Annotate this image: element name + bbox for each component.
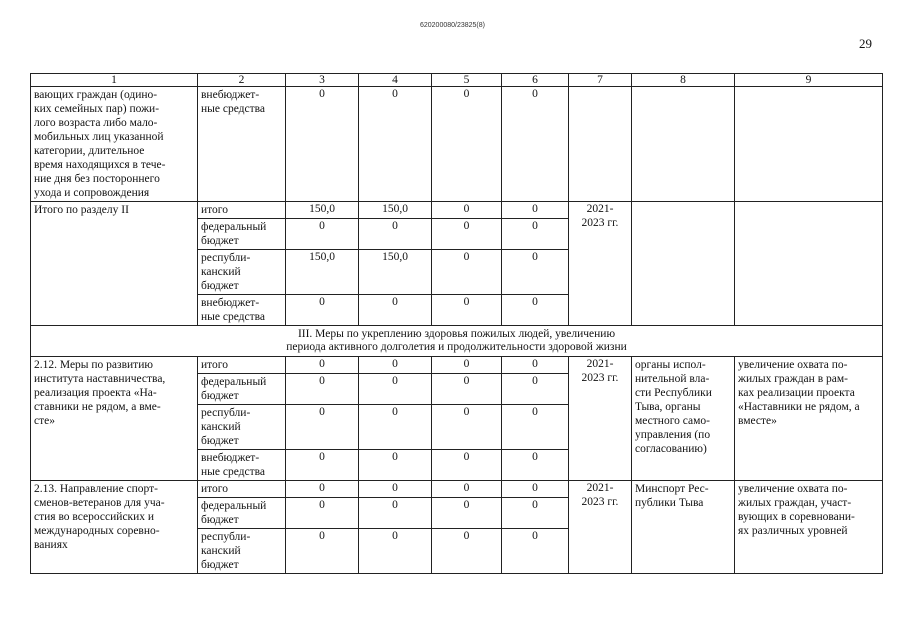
value-cell: 0 (286, 481, 359, 498)
text-line: 2021- (586, 358, 614, 370)
value-cell: 0 (286, 87, 359, 202)
text-line: ваниях (34, 539, 68, 551)
text-line: внебюджет- (201, 89, 260, 101)
text-line: III. Меры по укреплению здоровья пожилых людей, увеличению (297, 328, 616, 340)
measure-row (31, 357, 883, 374)
text-line: федеральный (201, 221, 267, 233)
funding-source-cell (198, 450, 286, 481)
value-cell: 0 (286, 219, 359, 250)
value-cell: 0 (286, 450, 359, 481)
col-header-1: 1 (31, 74, 198, 87)
text-line: международных соревно- (34, 525, 160, 537)
value-cell: 0 (359, 498, 432, 529)
value-cell: 0 (359, 295, 432, 326)
text-line: 2.13. Направление спорт- (34, 483, 159, 495)
value-cell: 0 (432, 481, 502, 498)
value-cell: 0 (432, 450, 502, 481)
funding-source-cell (198, 405, 286, 450)
section-heading (31, 326, 883, 357)
text-line: 2023 гг. (581, 372, 619, 384)
text-line: время находящихся в тече- (34, 159, 166, 171)
value-cell: 0 (502, 374, 569, 405)
text-line: вместе» (738, 415, 777, 427)
section-total-label: Итого по разделу II (31, 202, 198, 326)
section-heading-row (31, 326, 883, 357)
text-line: вающих граждан (одино- (34, 89, 158, 101)
text-line: ках реализации проекта (738, 387, 855, 399)
text-line: республи- (201, 531, 251, 543)
value-cell: 0 (359, 450, 432, 481)
value-cell: 0 (359, 357, 432, 374)
result-cell (735, 357, 883, 481)
value-cell: 0 (359, 87, 432, 202)
value-cell: 0 (502, 405, 569, 450)
result-cell (735, 202, 883, 326)
measure-name-cell (31, 87, 198, 202)
value-cell: 0 (286, 405, 359, 450)
text-line: канский (201, 421, 241, 433)
value-cell: 0 (286, 295, 359, 326)
executor-cell (632, 481, 735, 574)
value-cell: 0 (286, 498, 359, 529)
value-cell: 0 (502, 202, 569, 219)
value-cell: 0 (502, 529, 569, 574)
text-line: федеральный (201, 376, 267, 388)
text-line: сти Республики (635, 387, 712, 399)
value-cell: 0 (502, 87, 569, 202)
value-cell: 0 (432, 202, 502, 219)
funding-source-cell (198, 250, 286, 295)
text-line: канский (201, 266, 241, 278)
period-cell (569, 481, 632, 574)
value-cell: 0 (359, 219, 432, 250)
col-header-4: 4 (359, 74, 432, 87)
funding-source-cell (198, 481, 286, 498)
text-line: реализация проекта «На- (34, 387, 157, 399)
value-cell: 0 (359, 529, 432, 574)
text-line: итого (201, 483, 228, 495)
text-line: федеральный (201, 500, 267, 512)
col-header-5: 5 (432, 74, 502, 87)
text-line: увеличение охвата по- (738, 483, 848, 495)
text-line: 2021- (586, 203, 614, 215)
text-line: органы испол- (635, 359, 706, 371)
measure-name-cell (31, 481, 198, 574)
continuation-row (31, 87, 883, 202)
measure-name-cell (31, 357, 198, 481)
col-header-8: 8 (632, 74, 735, 87)
text-line: 2023 гг. (581, 496, 619, 508)
text-line: стия во всероссийских и (34, 511, 155, 523)
text-line: итого (201, 359, 228, 371)
text-line: внебюджет- (201, 452, 260, 464)
value-cell: 150,0 (286, 202, 359, 219)
funding-source-cell (198, 529, 286, 574)
text-line: сте» (34, 415, 55, 427)
value-cell: 0 (502, 219, 569, 250)
text-line: увеличение охвата по- (738, 359, 848, 371)
value-cell: 0 (359, 405, 432, 450)
value-cell: 0 (502, 250, 569, 295)
text-line: бюджет (201, 514, 239, 526)
text-line: Минспорт Рес- (635, 483, 709, 495)
text-line: ях различных уровней (738, 525, 848, 537)
funding-source-cell (198, 498, 286, 529)
value-cell: 150,0 (286, 250, 359, 295)
text-line: вующих в соревновани- (738, 511, 855, 523)
col-header-7: 7 (569, 74, 632, 87)
section-total-row (31, 202, 883, 219)
value-cell: 150,0 (359, 202, 432, 219)
value-cell: 0 (286, 374, 359, 405)
text-line: сменов-ветеранов для уча- (34, 497, 165, 509)
value-cell: 0 (359, 374, 432, 405)
col-header-2: 2 (198, 74, 286, 87)
value-cell: 0 (286, 357, 359, 374)
text-line: ные средства (201, 466, 266, 478)
value-cell: 0 (432, 357, 502, 374)
text-line: бюджет (201, 390, 239, 402)
executor-cell (632, 357, 735, 481)
executor-cell (632, 87, 735, 202)
text-line: жилых граждан в рам- (738, 373, 848, 385)
text-line: управления (по (635, 429, 711, 441)
text-line: ких семейных пар) пожи- (34, 103, 160, 115)
text-line: внебюджет- (201, 297, 260, 309)
funding-source-cell (198, 357, 286, 374)
text-line: республи- (201, 407, 251, 419)
value-cell: 0 (432, 250, 502, 295)
text-line: итого (201, 204, 228, 216)
text-line: института наставничества, (34, 373, 166, 385)
text-line: периода активного долголетия и продолжительности здоровой жизни (286, 341, 627, 353)
page-number: 29 (859, 36, 872, 51)
period-cell (569, 202, 632, 326)
text-line: ставники не рядом, а вме- (34, 401, 161, 413)
funding-source-cell (198, 374, 286, 405)
text-line: республи- (201, 252, 251, 264)
value-cell: 0 (502, 481, 569, 498)
value-cell: 0 (432, 529, 502, 574)
funding-source-cell (198, 295, 286, 326)
value-cell: 0 (359, 481, 432, 498)
value-cell: 0 (502, 450, 569, 481)
text-line: ные средства (201, 311, 266, 323)
col-header-3: 3 (286, 74, 359, 87)
text-line: 2021- (586, 482, 614, 494)
text-line: ние дня без постороннего (34, 173, 160, 185)
column-number-row (31, 74, 883, 87)
value-cell: 0 (502, 295, 569, 326)
value-cell: 0 (432, 87, 502, 202)
text-line: «Наставники не рядом, а (738, 401, 860, 413)
text-line: бюджет (201, 235, 239, 247)
document-id: 620200080/23825(8) (419, 22, 485, 29)
period-cell (569, 357, 632, 481)
text-line: 2023 гг. (581, 217, 619, 229)
text-line: бюджет (201, 435, 239, 447)
funding-source-cell (198, 202, 286, 219)
text-line: 2.12. Меры по развитию (34, 359, 153, 371)
text-line: мобильных лиц указанной (34, 131, 164, 143)
funding-source-cell (198, 87, 286, 202)
value-cell: 150,0 (359, 250, 432, 295)
text-line: нительной вла- (635, 373, 710, 385)
executor-cell (632, 202, 735, 326)
result-cell (735, 87, 883, 202)
text-line: категории, длительное (34, 145, 145, 157)
value-cell: 0 (286, 529, 359, 574)
text-line: Тыва, органы (635, 401, 701, 413)
value-cell: 0 (432, 498, 502, 529)
value-cell: 0 (432, 405, 502, 450)
value-cell: 0 (432, 374, 502, 405)
funding-source-cell (198, 219, 286, 250)
col-header-6: 6 (502, 74, 569, 87)
text-line: ные средства (201, 103, 266, 115)
value-cell: 0 (432, 295, 502, 326)
text-line: ухода и сопровождения (34, 187, 150, 199)
text-line: канский (201, 545, 241, 557)
text-line: лого возраста либо мало- (34, 117, 158, 129)
text-line: бюджет (201, 559, 239, 571)
value-cell: 0 (502, 357, 569, 374)
result-cell (735, 481, 883, 574)
col-header-9: 9 (735, 74, 883, 87)
budget-table (30, 73, 883, 574)
text-line: публики Тыва (635, 497, 704, 509)
text-line: местного само- (635, 415, 710, 427)
period-cell (569, 87, 632, 202)
text-line: бюджет (201, 280, 239, 292)
text-line: согласованию) (635, 443, 707, 455)
measure-row (31, 481, 883, 498)
text-line: жилых граждан, участ- (738, 497, 852, 509)
value-cell: 0 (502, 498, 569, 529)
value-cell: 0 (432, 219, 502, 250)
